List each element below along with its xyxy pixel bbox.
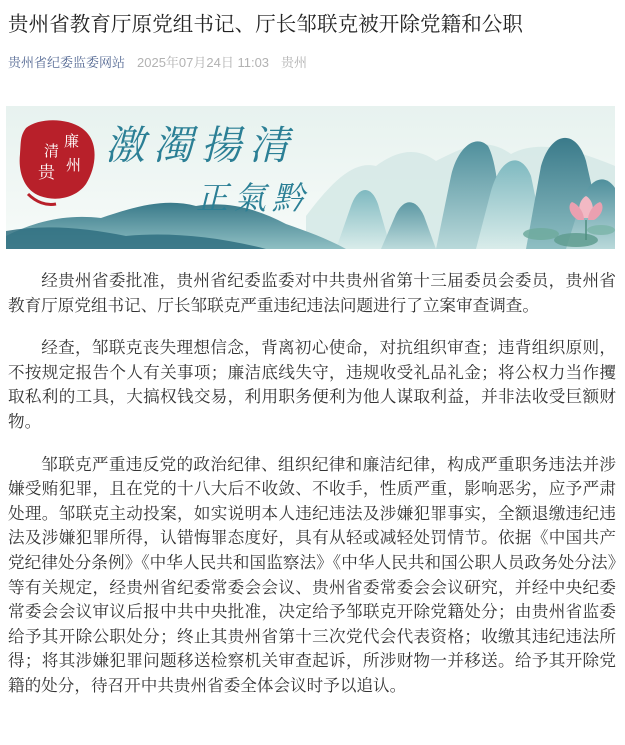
article-body xyxy=(8,269,616,717)
banner-slogan-line2: 正氣黔 xyxy=(196,179,311,217)
publish-date: 2025年07月24日 11:03 xyxy=(137,54,270,70)
paragraph-3: 邹联克严重违反党的政治纪律、组织纪律和廉洁纪律，构成严重职务违法并涉嫌受贿犯罪，且在党的十八大后不收敛、不收手，性质严重，影响恶劣，应予严肃处理。邹联克主动投案，如实说明本人违纪违法及涉嫌犯罪事实，全额退缴违纪违法及涉嫌犯罪所得，认错悔罪态度好，具有从轻或减轻处罚情节。依据《中国共产党纪律处分条例》《中华人民共和国监察法》《中华人民共和国公职人员政务处分法》等有关规定，经贵州省纪委常委会会议、贵州省委常委会会议研究，并经中央纪委常委会会议审议后报中共中央批准，决定给予邹联克开除党籍处分；由贵州省监委给予其开除公职处分；终止其贵州省第十三次党代会代表资格；收缴其违纪违法所得；将其涉嫌犯罪问题移送检察机关审查起诉，所涉财物一并移送。给予其开除党籍的处分，待召开中共贵州省委全体会议时予以追认。 xyxy=(8,454,616,695)
article-title: 贵州省教育厅原党组书记、厅长邹联克被开除党籍和公职 xyxy=(8,12,523,36)
article-meta xyxy=(8,50,307,72)
banner-slogan-line1: 激濁揚清 xyxy=(105,123,297,169)
paragraph-2: 经查，邹联克丧失理想信念，背离初心使命，对抗组织审查；违背组织原则，不按规定报告个人有关事项；廉洁底线失守，违规收受礼品礼金；将公权力当作攫取私利的工具，大搞权钱交易，利用职务便利为他人谋取利益，并非法收受巨额财物。 xyxy=(8,338,616,431)
source-link[interactable]: 贵州省纪委监委网站 xyxy=(8,55,126,71)
banner-image xyxy=(6,106,615,249)
seal-char-zhou: 州 xyxy=(66,156,82,174)
paragraph-1: 经贵州省委批准，贵州省纪委监委对中共贵州省第十三届委员会委员，贵州省教育厅原党组书记、厅长邹联克严重违纪违法问题进行了立案审查调查。 xyxy=(8,271,616,315)
seal-char-qing: 清 xyxy=(44,142,60,160)
mountain-landscape-illustration xyxy=(6,106,615,249)
seal-char-gui: 贵 xyxy=(38,163,55,183)
region-label: 贵州 xyxy=(281,55,308,71)
seal-char-lian: 廉 xyxy=(64,132,80,150)
